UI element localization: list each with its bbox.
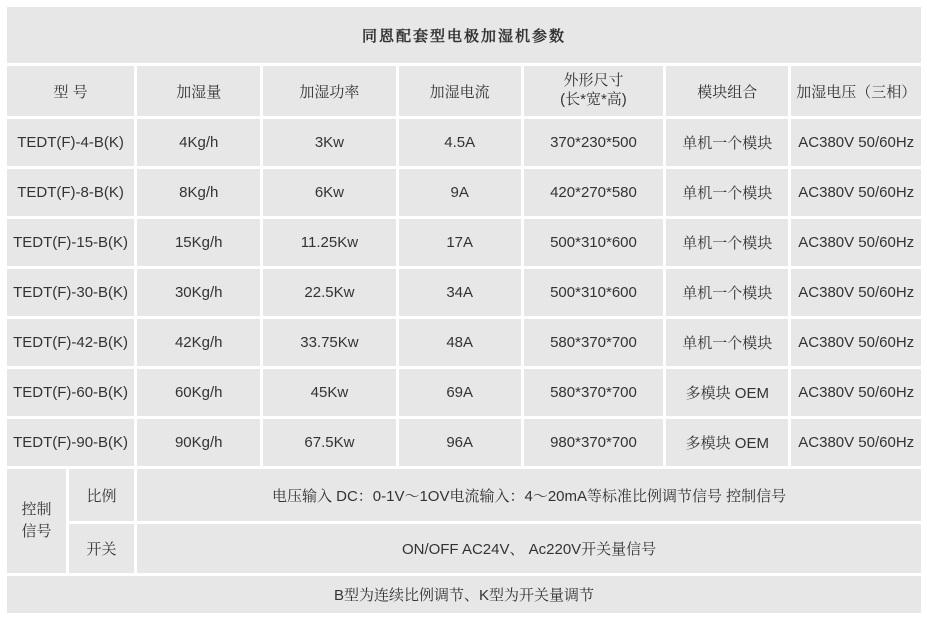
cell-voltage: AC380V 50/60Hz [791,169,921,216]
cell-dimensions: 580*370*700 [524,319,663,366]
column-header-model: 型 号 [7,66,134,116]
table-row [7,369,921,416]
cell-module: 单机一个模块 [666,219,788,266]
table-row [7,169,921,216]
column-header-dimensions [524,66,663,116]
cell-voltage: AC380V 50/60Hz [791,119,921,166]
cell-model: TEDT(F)-30-B(K) [7,269,134,316]
cell-capacity: 4Kg/h [137,119,260,166]
cell-power: 45Kw [263,369,395,416]
cell-dimensions: 580*370*700 [524,369,663,416]
cell-current: 69A [399,369,521,416]
cell-capacity: 30Kg/h [137,269,260,316]
cell-power: 3Kw [263,119,395,166]
cell-dimensions: 980*370*700 [524,419,663,466]
cell-voltage: AC380V 50/60Hz [791,369,921,416]
cell-voltage: AC380V 50/60Hz [791,319,921,366]
cell-dimensions: 420*270*580 [524,169,663,216]
control-signal-group-line2: 信号 [21,523,52,540]
cell-model: TEDT(F)-42-B(K) [7,319,134,366]
cell-power: 6Kw [263,169,395,216]
column-header-dimensions-line2: (长*宽*高) [560,91,627,108]
cell-power: 33.75Kw [263,319,395,366]
cell-model: TEDT(F)-90-B(K) [7,419,134,466]
cell-module: 多模块 OEM [666,419,788,466]
cell-power: 22.5Kw [263,269,395,316]
cell-dimensions: 500*310*600 [524,269,663,316]
cell-dimensions: 370*230*500 [524,119,663,166]
cell-capacity: 90Kg/h [137,419,260,466]
cell-module: 单机一个模块 [666,319,788,366]
cell-current: 48A [399,319,521,366]
table-row [7,319,921,366]
page-title: 同恩配套型电极加湿机参数 [7,7,921,63]
column-header-module: 模块组合 [666,66,788,116]
cell-current: 17A [399,219,521,266]
cell-capacity: 42Kg/h [137,319,260,366]
control-signal-group-label [7,469,66,573]
proportional-label: 比例 [69,469,134,521]
cell-model: TEDT(F)-8-B(K) [7,169,134,216]
cell-current: 9A [399,169,521,216]
table-row [7,119,921,166]
spec-table [4,4,924,616]
cell-current: 96A [399,419,521,466]
switch-label: 开关 [69,524,134,573]
cell-voltage: AC380V 50/60Hz [791,219,921,266]
cell-voltage: AC380V 50/60Hz [791,269,921,316]
table-row [7,269,921,316]
cell-capacity: 15Kg/h [137,219,260,266]
cell-module: 单机一个模块 [666,119,788,166]
column-header-capacity: 加湿量 [137,66,260,116]
control-signal-proportional-row [7,469,921,521]
switch-value: ON/OFF AC24V、 Ac220V开关量信号 [137,524,921,573]
table-row [7,419,921,466]
cell-module: 单机一个模块 [666,269,788,316]
cell-capacity: 8Kg/h [137,169,260,216]
cell-model: TEDT(F)-60-B(K) [7,369,134,416]
cell-capacity: 60Kg/h [137,369,260,416]
cell-voltage: AC380V 50/60Hz [791,419,921,466]
control-signal-group-line1: 控制 [21,501,52,519]
cell-model: TEDT(F)-4-B(K) [7,119,134,166]
cell-power: 11.25Kw [263,219,395,266]
column-header-voltage: 加湿电压（三相） [791,66,921,116]
cell-module: 多模块 OEM [666,369,788,416]
cell-model: TEDT(F)-15-B(K) [7,219,134,266]
cell-current: 34A [399,269,521,316]
footer-note: B型为连续比例调节、K型为开关量调节 [7,576,921,613]
proportional-value: 电压输入 DC：0-1V～1OV电流输入：4～20mA等标准比例调节信号 控制信号 [137,469,921,521]
control-signal-switch-row [7,524,921,573]
cell-dimensions: 500*310*600 [524,219,663,266]
column-header-dimensions-line1: 外形尺寸 [563,72,624,90]
column-header-power: 加湿功率 [263,66,395,116]
cell-module: 单机一个模块 [666,169,788,216]
cell-current: 4.5A [399,119,521,166]
column-header-current: 加湿电流 [399,66,521,116]
cell-power: 67.5Kw [263,419,395,466]
table-row [7,219,921,266]
